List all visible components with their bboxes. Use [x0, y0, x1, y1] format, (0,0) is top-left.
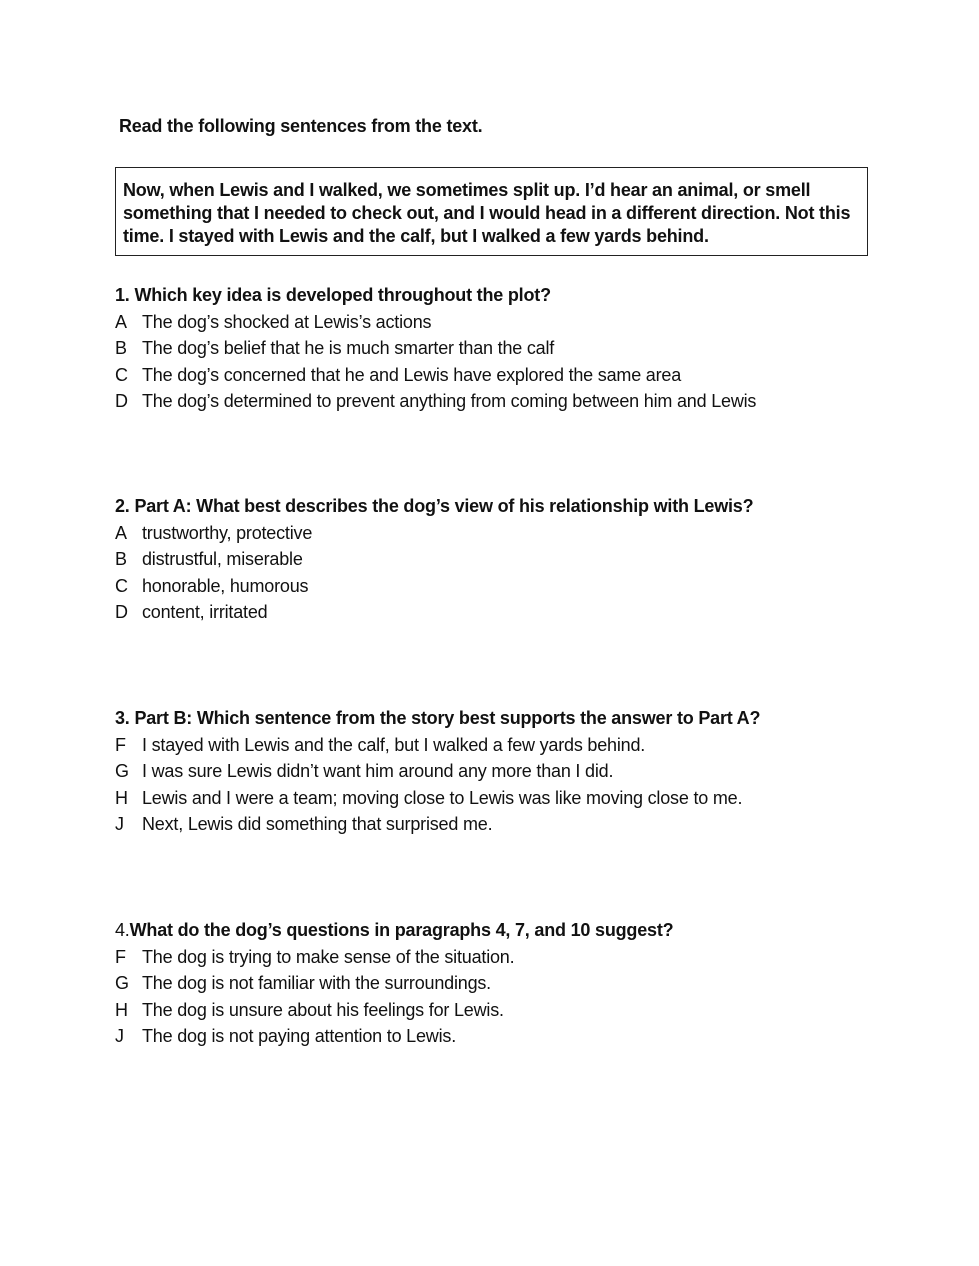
choice-letter: F [115, 946, 126, 967]
question-number: 3. [115, 708, 130, 728]
question-4-stem [115, 917, 673, 944]
choice-text: The dog’s belief that he is much smarter than the calf [142, 338, 555, 358]
question-number: 2. [115, 496, 130, 516]
choice-letter: A [115, 311, 127, 332]
choice-letter: C [115, 364, 128, 385]
question-number: 4. [115, 920, 130, 940]
choice-text: I stayed with Lewis and the calf, but I walked a few yards behind. [142, 734, 646, 755]
answer-choice[interactable] [115, 758, 760, 785]
text-excerpt-box: Now, when Lewis and I walked, we sometimes split up. I’d hear an animal, or smell something that I needed to check out, and I would head in a different direction. Not this time. I stayed with Lewis and the calf, but I walked a few yards behind. [115, 167, 868, 256]
answer-choice[interactable] [115, 362, 756, 389]
choice-text: honorable, humorous [142, 575, 309, 596]
answer-choice[interactable] [115, 732, 760, 759]
choice-letter: F [115, 734, 126, 755]
question-text: Which key idea is developed throughout the plot? [134, 285, 551, 305]
answer-choice[interactable] [115, 573, 753, 600]
answer-choice[interactable] [115, 520, 753, 547]
choice-letter: H [115, 999, 128, 1020]
answer-choice[interactable] [115, 599, 753, 626]
choice-letter: B [115, 338, 127, 358]
choice-text: trustworthy, protective [142, 522, 313, 543]
answer-choice[interactable] [115, 388, 756, 415]
question-number: 1. [115, 285, 130, 305]
question-4 [115, 917, 673, 1050]
choice-text: The dog’s determined to prevent anything from coming between him and Lewis [142, 391, 757, 411]
answer-choice[interactable] [115, 997, 673, 1024]
choice-text: The dog is trying to make sense of the situation. [142, 946, 515, 967]
choice-letter: G [115, 761, 129, 781]
question-3 [115, 705, 760, 838]
question-text: Part B: Which sentence from the story best supports the answer to Part A? [134, 708, 761, 728]
answer-choice[interactable] [115, 1023, 673, 1050]
choice-text: distrustful, miserable [142, 549, 303, 569]
choice-text: The dog’s concerned that he and Lewis have explored the same area [142, 364, 682, 385]
choice-letter: H [115, 787, 128, 808]
question-1 [115, 282, 756, 415]
choice-text: Next, Lewis did something that surprised me. [142, 814, 493, 834]
question-2 [115, 493, 753, 626]
answer-choice[interactable] [115, 335, 756, 362]
choice-text: The dog is unsure about his feelings for Lewis. [142, 999, 504, 1020]
question-text: What do the dog’s questions in paragraphs 4, 7, and 10 suggest? [129, 920, 674, 940]
choice-letter: D [115, 391, 128, 411]
question-3-stem [115, 705, 760, 732]
choice-text: Lewis and I were a team; moving close to Lewis was like moving close to me. [142, 787, 743, 808]
choice-text: The dog is not familiar with the surroundings. [142, 973, 491, 993]
choice-text: content, irritated [142, 602, 268, 622]
answer-choice[interactable] [115, 546, 753, 573]
choice-letter: C [115, 575, 128, 596]
question-text: Part A: What best describes the dog’s view of his relationship with Lewis? [134, 496, 754, 516]
question-2-stem [115, 493, 753, 520]
choice-letter: J [115, 1026, 124, 1046]
choice-letter: G [115, 973, 129, 993]
answer-choice[interactable] [115, 309, 756, 336]
answer-choice[interactable] [115, 944, 673, 971]
choice-text: The dog is not paying attention to Lewis. [142, 1026, 457, 1046]
answer-choice[interactable] [115, 811, 760, 838]
choice-letter: B [115, 549, 127, 569]
choice-letter: A [115, 522, 127, 543]
answer-choice[interactable] [115, 785, 760, 812]
choice-text: I was sure Lewis didn’t want him around any more than I did. [142, 761, 614, 781]
answer-choice[interactable] [115, 970, 673, 997]
choice-letter: J [115, 814, 124, 834]
instructions-heading: Read the following sentences from the text. [119, 116, 483, 136]
question-1-stem [115, 282, 756, 309]
choice-letter: D [115, 602, 128, 622]
choice-text: The dog’s shocked at Lewis’s actions [142, 311, 432, 332]
